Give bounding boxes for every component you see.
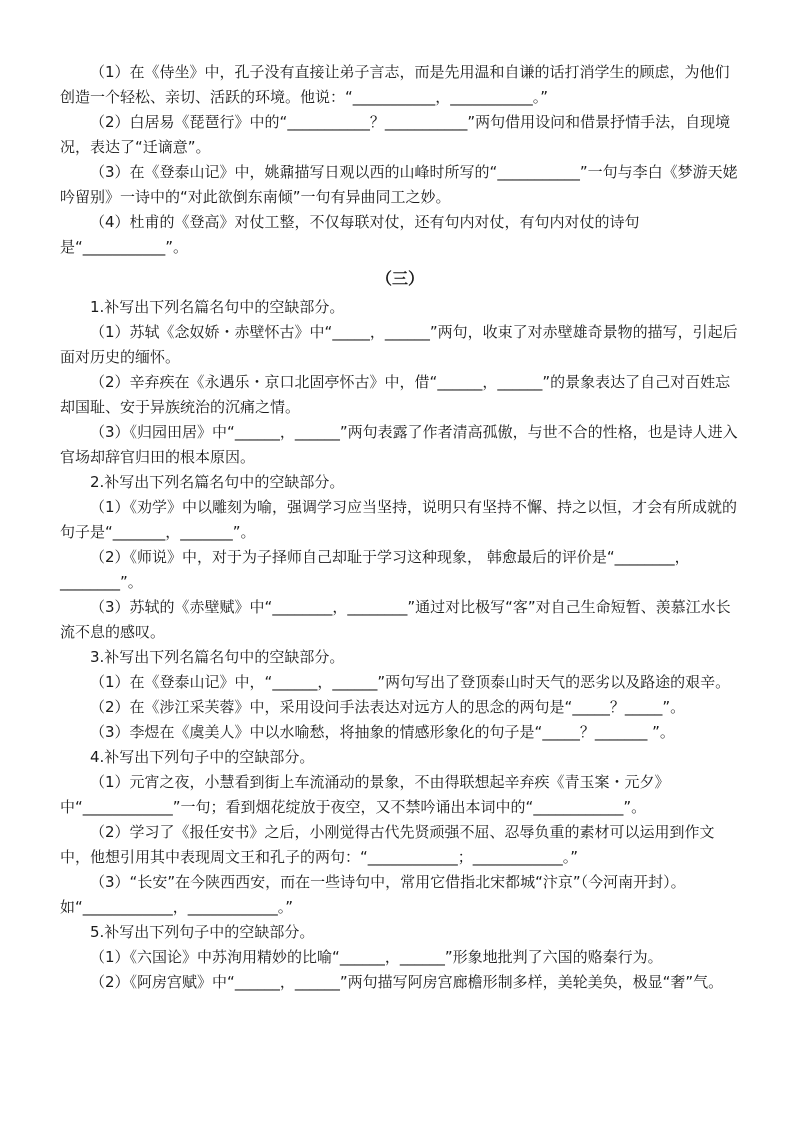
question-s1-2: （2）白居易《琵琶行》中的“___________？___________”两句借用设问和借景抒情手法，自现境况，表达了“迁谪意”。 (60, 113, 731, 156)
question-3-1: （1）在《登泰山记》中，“______，______”两句写出了登顶泰山时天气的恶劣以及路途的艰辛。 (90, 673, 731, 691)
question-1-3: （3）《归园田居》中“______，______”两句表露了作者清高孤傲，与世不合的性格，也是诗人进入官场却辞官归田的根本原因。 (60, 423, 738, 466)
section-heading: （三） (375, 269, 424, 288)
question-2-3: （3）苏轼的《赤壁赋》中“________，________”通过对比极写“客”对自己生命短暂、羡慕江水长流不息的感叹。 (60, 598, 731, 641)
document-page (60, 60, 740, 995)
question-group-4: 4.补写出下列句子中的空缺部分。 (90, 748, 315, 766)
question-5-1: （1）《六国论》中苏洵用精妙的比喻“______，______”形象地批判了六国的赂秦行为。 (90, 948, 663, 966)
question-4-2: （2）学习了《报任安书》之后，小刚觉得古代先贤顽强不屈、忍辱负重的素材可以运用到作文中，他想引用其中表现周文王和孔子的两句：“____________；____________。” (60, 823, 715, 866)
question-3-3: （3）李煜在《虞美人》中以水喻愁，将抽象的情感形象化的句子是“_____？_______ ”。 (90, 723, 675, 741)
question-5-2: （2）《阿房宫赋》中“______，______”两句描写阿房宫廊檐形制多样，美轮美奂，极显“奢”气。 (90, 973, 724, 991)
question-s1-4: （4）杜甫的《登高》对仗工整，不仅每联对仗，还有句内对仗，有句内对仗的诗句是“___________”。 (60, 213, 640, 256)
question-3-2: （2）在《涉江采芙蓉》中，采用设问手法表达对远方人的思念的两句是“_____？_____”。 (90, 698, 686, 716)
question-2-2: （2）《师说》中，对于为子择师自己却耻于学习这种现象， 韩愈最后的评价是“________，________”。 (60, 548, 690, 591)
question-4-3: （3）“长安”在今陕西西安，而在一些诗句中，常用它借指北宋都城“汴京”（今河南开封）。如“____________，____________。” (60, 873, 686, 916)
question-group-1: 1.补写出下列名篇名句中的空缺部分。 (90, 298, 345, 316)
question-1-2: （2）辛弃疾在《永遇乐・京口北固亭怀古》中，借“______，______”的景象表达了自己对百姓忘却国耻、安于异族统治的沉痛之情。 (60, 373, 731, 416)
question-2-1: （1）《劝学》中以雕刻为喻，强调学习应当坚持，说明只有坚持不懈、持之以恒，才会有所成就的句子是“_______，_______”。 (60, 498, 738, 541)
question-s1-3: （3）在《登泰山记》中，姚鼐描写日观以西的山峰时所写的“___________”一句与李白《梦游天姥吟留别》一诗中的“对此欲倒东南倾”一句有异曲同工之妙。 (60, 163, 738, 206)
question-1-1: （1）苏轼《念奴娇・赤壁怀古》中“_____，______”两句，收束了对赤壁雄奇景物的描写，引起后面对历史的缅怀。 (60, 323, 738, 366)
question-4-1: （1）元宵之夜，小慧看到街上车流涌动的景象，不由得联想起辛弃疾《青玉案・元夕》中“____________”一句；看到烟花绽放于夜空，又不禁吟诵出本词中的“____________”。 (60, 773, 670, 816)
question-group-2: 2.补写出下列名篇名句中的空缺部分。 (90, 473, 345, 491)
question-s1-1: （1）在《侍坐》中，孔子没有直接让弟子言志，而是先用温和自谦的话打消学生的顾虑，为他们创造一个轻松、亲切、活跃的环境。他说：“___________，___________。” (60, 63, 730, 106)
question-group-5: 5.补写出下列句子中的空缺部分。 (90, 923, 315, 941)
question-group-3: 3.补写出下列名篇名句中的空缺部分。 (90, 648, 345, 666)
